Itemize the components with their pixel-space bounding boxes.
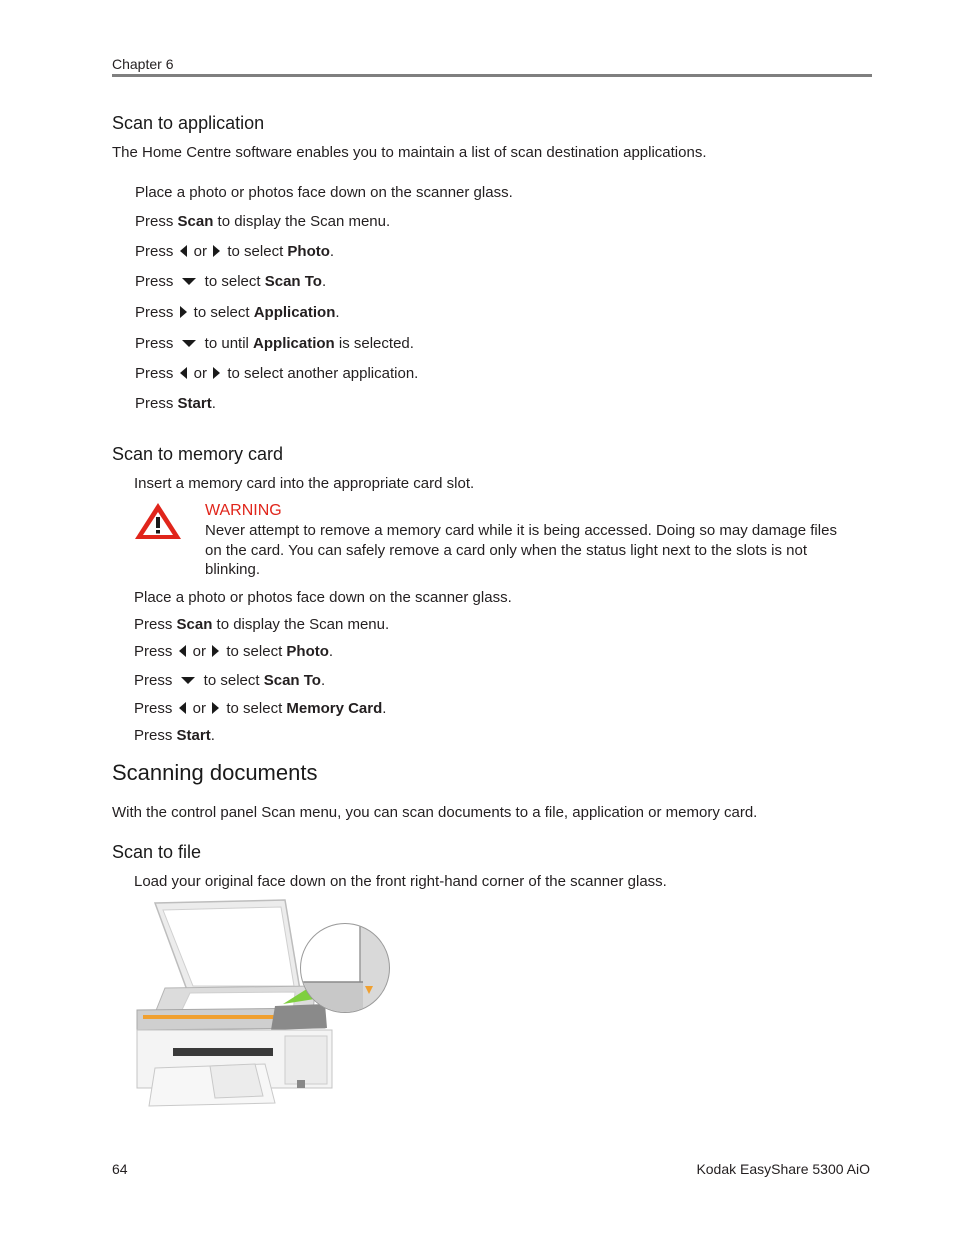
header-rule [112,74,872,77]
scanner-illustration [135,898,390,1110]
app-step-2: Press Scan to display the Scan menu. [135,213,391,230]
app-intro: The Home Centre software enables you to maintain a list of scan destination applications. [112,144,707,161]
app-step-4: Press to select Scan To. [135,273,327,290]
section-title-scan-to-file: Scan to file [112,842,202,862]
product-name: Kodak EasyShare 5300 AiO [696,1161,870,1177]
app-step-6: Press to until Application is selected. [135,335,414,352]
down-arrow-icon [181,677,195,684]
down-arrow-icon [182,340,196,347]
app-step-3: Press or to select Photo. [135,243,335,260]
app-step-1: Place a photo or photos face down on the scanner glass. [135,184,513,201]
left-arrow-icon [180,245,187,257]
left-arrow-icon [180,367,187,379]
left-arrow-icon [179,702,186,714]
memory-step-1: Insert a memory card into the appropriate card slot. [134,475,475,492]
memory-step-6: Press or to select Memory Card. [134,700,387,717]
memory-step-3: Press Scan to display the Scan menu. [134,616,390,633]
warning-title: WARNING [205,502,282,519]
page-number: 64 [112,1161,128,1177]
section-title-scan-to-memory-card: Scan to memory card [112,444,284,464]
warning-text: Never attempt to remove a memory card while it is being accessed. Doing so may damage files on the card. You can safely remove a card only when the status light next to the slots is not blinking. [205,522,837,578]
memory-step-4: Press or to select Photo. [134,643,334,660]
app-step-5: Press to select Application. [135,304,340,321]
right-arrow-icon [213,367,220,379]
section-title-scanning-documents: Scanning documents [112,760,318,785]
documents-intro: With the control panel Scan menu, you can scan documents to a file, application or memory card. [112,804,758,821]
section-title-scan-to-application: Scan to application [112,113,265,133]
app-step-8: Press Start. [135,395,216,412]
memory-step-7: Press Start. [134,727,215,744]
right-arrow-icon [180,306,187,318]
left-arrow-icon [179,645,186,657]
memory-step-2: Place a photo or photos face down on the scanner glass. [134,589,512,606]
scan-term: Scan [177,213,214,230]
right-arrow-icon [213,245,220,257]
warning-triangle-icon [133,501,183,541]
app-step-7: Press or to select another application. [135,365,419,382]
down-arrow-icon [182,278,196,285]
right-arrow-icon [212,702,219,714]
right-arrow-icon [212,645,219,657]
memory-step-5: Press to select Scan To. [134,672,326,689]
file-step-1: Load your original face down on the front right-hand corner of the scanner glass. [134,873,667,890]
chapter-label: Chapter 6 [112,56,174,72]
